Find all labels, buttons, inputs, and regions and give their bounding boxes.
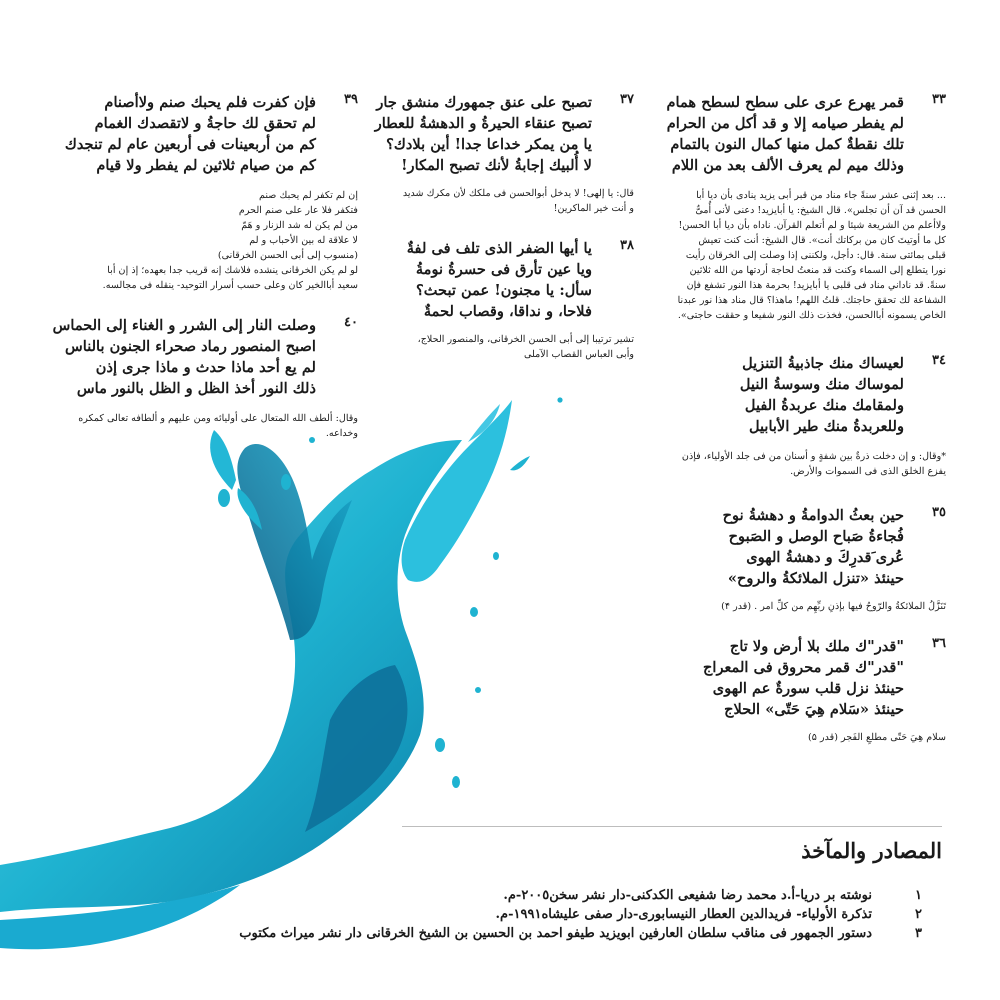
sources-heading: المصادر والمآخذ xyxy=(801,838,942,863)
source-item xyxy=(239,924,922,943)
note-line: لا علاقة له بين الأحباب و لم xyxy=(249,235,358,246)
verse-line: ولمقامك منك عربدةُ الفيل xyxy=(744,397,904,414)
poem-38-note xyxy=(362,332,634,362)
source-text: تذكرة الأولياء- فريدالدين العطار النيسابورى-دار صفى عليشاه١٩٩١-م. xyxy=(495,907,872,922)
source-number: ١ xyxy=(915,888,922,903)
verse-line: فُجاءةُ صَباح الوصل و الصَبوح xyxy=(728,528,904,545)
poem-number: ٣٩ xyxy=(344,92,358,107)
note-line: تشير ترتيبا إلى أبى الحسن الخرقانى، والمنصور الحلاج، xyxy=(417,334,634,345)
note-line: ... بعد إثنى عشر سنةً جاء مناد من قبر أبى يزيد ينادى بأن ديا أبا xyxy=(696,190,946,201)
verse-line: لموساك منك وسوسةُ النيل xyxy=(739,376,904,393)
verse-line: عُرى َقدرِكَ و دهشةُ الهوى xyxy=(746,549,904,566)
verse-line: "قدر"ك ملك بلا أرض ولا تاج xyxy=(729,638,904,655)
note-line: وخداعه. xyxy=(325,428,358,439)
verse-line: تلك نقطةٌ كمل منها كمال النون بالتمام xyxy=(670,136,904,153)
note-line: نورا يتطلع إلى السماء وكنت قد منعتُ لحاجة أردتها من الله ثلاثين xyxy=(689,265,946,276)
note-line: فتكفر فلا عار على صنم الحرم xyxy=(238,205,358,216)
poem-33-note xyxy=(628,188,946,323)
verse-line: يا أيها الضفر الذى تلف فى لفةٌ xyxy=(406,240,592,257)
poem-37-note xyxy=(362,186,634,216)
verse-line: فإن كفرت فلم يحبك صنم ولاأصنام xyxy=(104,94,316,111)
note-line: الخاص يسمونه أباالحسن، فخذت ذلك النور شفيعا و حققت حاجتى». xyxy=(677,310,946,321)
poem-36-note xyxy=(628,730,946,745)
note-line: و أنت خير الماكرين! xyxy=(553,203,634,214)
poem-39 xyxy=(58,92,358,176)
poem-number: ٣٥ xyxy=(932,505,946,520)
poem-34 xyxy=(628,353,946,437)
note-line: سلام هِيَ حَتّى مطلعِ الفَجر (قدر ۵) xyxy=(807,732,946,743)
verse-line: كم من صيام ثلاثين لم يفطر ولا قيام xyxy=(96,157,316,174)
note-line: لو لم يكن الخرقانى ينشده فلاشك إنه قريب جدا بعهده؛ إذ إن أبا xyxy=(107,265,358,276)
note-line: إن لم تكفر لم يحبك صنم xyxy=(259,190,358,201)
verse-line: تصبح عنقاء الحيرةُ و الدهشةُ للعطار xyxy=(374,115,592,132)
poem-number: ٣٨ xyxy=(620,238,634,253)
poem-number: ٣٣ xyxy=(932,92,946,107)
verse-line: اصبح المنصور رماد صحراء الجنون بالناس xyxy=(64,338,316,355)
note-line: تَنَزَّلُ الملائكةُ والرّوحُ فيها بإذنِ ربِّهِم من كلِّ امر . (قدر ۴) xyxy=(721,601,946,612)
verse-line: حينئذ «سَلام هِيَ حَتّى» الحلاج xyxy=(724,701,904,718)
verse-line: فلاحا، و نداقا، وقصاب لحمةٌ xyxy=(423,303,592,320)
sources-divider xyxy=(402,826,942,827)
source-item xyxy=(239,886,922,905)
verse-line: لم يفطر صيامه إلا و قد أكل من الحرام xyxy=(666,115,904,132)
verse-line: حينئذ «تنزل الملائكةُ والروح» xyxy=(727,570,904,587)
verse-line: لم يع أحد ماذا حدث و ماذا جرى إذن xyxy=(95,359,316,376)
note-line: من لم يكن له شد الزنار و هَمّ xyxy=(241,220,358,231)
column-middle xyxy=(362,92,634,362)
note-line: سنةً. قد ناداني مناد فى قلبى يا أبايزيد! بحرمة هذا النور تشفع فإن xyxy=(686,280,946,291)
verse-line: وللعربدةُ منك طير الأبابيل xyxy=(748,418,904,435)
poem-37 xyxy=(362,92,634,176)
poem-35 xyxy=(628,505,946,589)
note-line: (منسوب إلى أبى الحسن الخرقانى) xyxy=(217,250,358,261)
poem-35-note xyxy=(628,599,946,614)
poem-number: ٣٧ xyxy=(620,92,634,107)
verse-line: قمر يهرع عرى على سطح لسطح همام xyxy=(666,94,904,111)
note-line: يفزع الخلق الذى فى السموات والأرض. xyxy=(790,466,946,477)
note-line: قبلى بمائتى سنة. قال: دأجل، ولكننى إذا وصلت إلى الخرقان رأيت xyxy=(685,250,946,261)
note-line: وأبى العباس القصاب الآملى xyxy=(523,349,634,360)
poem-number: ٣٦ xyxy=(932,636,946,651)
verse-line: وصلت النار إلى الشرر و الغناء إلى الحماس xyxy=(52,317,316,334)
verse-line: "قدر"ك قمر محروق فى المعراج xyxy=(702,659,904,676)
verse-line: لم تحقق لك حاجةُ و لاتقصدك الغمام xyxy=(94,115,316,132)
poem-number: ٣٤ xyxy=(932,353,946,368)
poem-40-note xyxy=(58,411,358,441)
poem-39-note xyxy=(58,188,358,293)
source-text: دستور الجمهور فى مناقب سلطان العارفين ابويزيد طيفو احمد بن الحسين بن الشيخ الخرقانى دار نشر ميراث مكتوب xyxy=(239,926,872,941)
note-line: سعيد أباالخير كان وعلى حسب أسرار التوحيد- ينقله فى مجالسه. xyxy=(102,280,358,291)
source-number: ٢ xyxy=(915,907,922,922)
verse-line: لعيساك منك جاذبيةُ التنزيل xyxy=(742,355,904,372)
source-item xyxy=(239,905,922,924)
source-number: ٣ xyxy=(915,926,922,941)
verse-line: حين بعثُ الدوامةُ و دهشةُ نوح xyxy=(722,507,904,524)
verse-line: لا أُلبيك إجابةُ لأنك تصبح المكار! xyxy=(401,157,592,174)
note-line: ولاأعلم من الشريعة شيئا و لم أتعلم القرآن. ناداه بأن ديا أبا الحسن! xyxy=(678,220,946,231)
source-text: نوشته بر دريا-أ.د محمد رضا شفيعى الكدكنى-دار نشر سخن٢٠٠٥-م. xyxy=(503,888,872,903)
note-line: *وقال: و إن دخلت ذرةٌ بين شفةٍ و أسنان من فى جلد الأولياء، فإذن xyxy=(681,451,946,462)
poem-40 xyxy=(52,315,358,399)
poem-number: ٤٠ xyxy=(344,315,358,330)
verse-line: وذلك ميم لم يعرف الألف بعد من اللام xyxy=(671,157,904,174)
poem-38 xyxy=(362,238,634,322)
column-left xyxy=(52,92,358,441)
note-line: قال: يا إلهى! لا يدخل أبوالحسن فى ملكك لأن مكرك شديد xyxy=(402,188,634,199)
poem-34-note xyxy=(628,449,946,479)
sources-list xyxy=(239,886,922,943)
verse-line: يا من يمكر خداعا جدا! أين بلادك؟ xyxy=(386,136,592,153)
verse-line: كم من أربعينات فى أربعين عام لم تنجدك xyxy=(64,136,316,153)
verse-line: سأل: يا مجنون! عمن تبحث؟ xyxy=(415,282,592,299)
poem-33 xyxy=(628,92,946,176)
note-line: الحسن قد آن أن تجلس». قال الشيخ: يا أبايزيد! دعنى لأنى أُمىٌّ xyxy=(695,205,946,216)
verse-line: ذلك النور أخذ الظل و الظل بالنور ماس xyxy=(76,380,316,397)
verse-line: تصبح على عنق جمهورك منشق جار xyxy=(376,94,592,111)
column-right xyxy=(628,92,946,745)
verse-line: حينئذ نزل قلب سورةٌ عم الهوى xyxy=(712,680,904,697)
note-line: كل ما أوتيتَ كان من بركاتك أنت». قال الشيخ: أنت كنت تعيش xyxy=(698,235,946,246)
verse-line: ويا عين تأرق فى حسرةُ نومةُ xyxy=(415,261,592,278)
note-line: الشفاعة لك تحقق حاجتك. قلتُ اللهم! ماهذا؟ قال مناد هذا نور عبدنا xyxy=(677,295,946,306)
note-line: وقال: ألطف الله المتعال على أوليائه ومن عليهم و ألطافه تعالى كمكره xyxy=(78,413,358,424)
poem-36 xyxy=(628,636,946,720)
